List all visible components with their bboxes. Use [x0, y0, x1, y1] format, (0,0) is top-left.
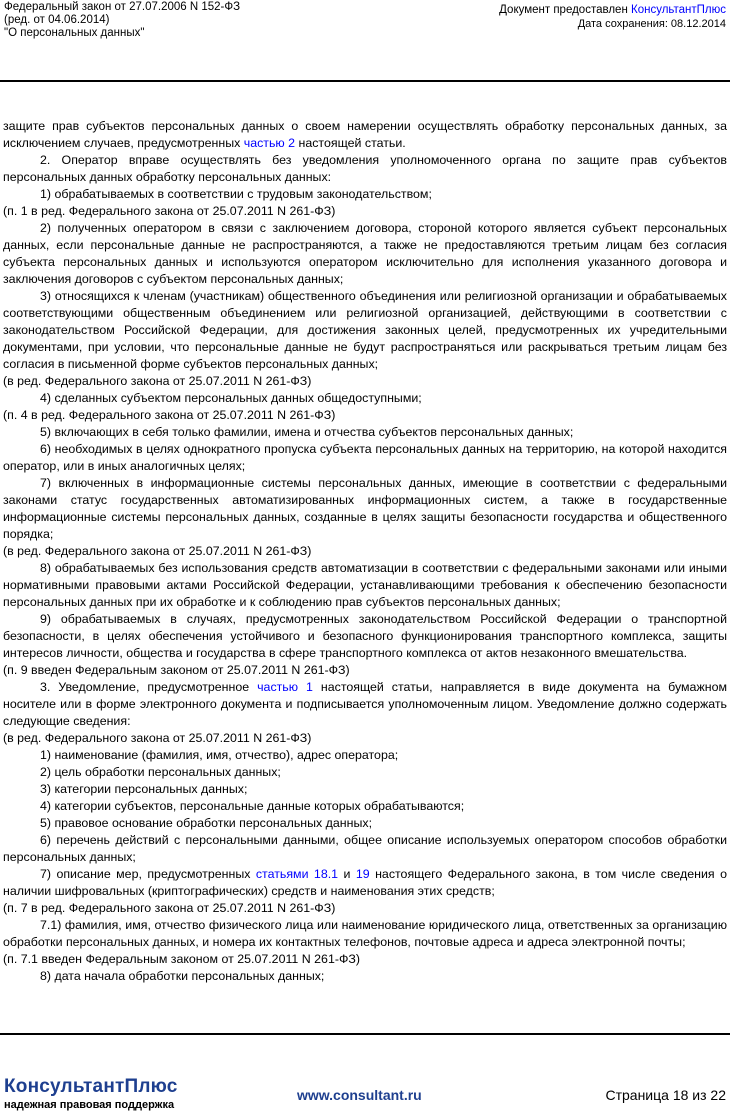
paragraph-text: (п. 1 в ред. Федерального закона от 25.07.2011 N 261-ФЗ) [3, 204, 336, 218]
paragraph-text: 8) дата начала обработки персональных данных; [40, 969, 325, 983]
paragraph-text: (п. 7.1 введен Федеральным законом от 25.07.2011 N 261-ФЗ) [3, 952, 360, 966]
paragraph-text: 2) полученных оператором в связи с заключением договора, стороной которого является субъект персональных данных, если персональные данные не распространяются, а также не предоставляются третьим лицам без согласия субъекта персональных данных и используются оператором исключительно для исполнения указанного договора и заключения договоров с субъектом персональных данных; [3, 221, 727, 286]
paragraph [3, 781, 727, 798]
reference-link[interactable]: частью 2 [243, 136, 296, 150]
law-title: Федеральный закон от 27.07.2006 N 152-ФЗ [4, 1, 241, 13]
paragraph-text: 1) наименование (фамилия, имя, отчество), адрес оператора; [40, 748, 399, 762]
amendment-note [3, 203, 727, 220]
paragraph-text: 7) включенных в информационные системы персональных данных, имеющие в соответствии с федеральными законами статус государственных автоматизированных информационных систем, а также в государственные информационные системы персональных данных, созданные в целях защиты безопасности государства и общественного порядка; [3, 476, 727, 541]
amendment-note [3, 407, 727, 424]
paragraph [3, 798, 727, 815]
paragraph [3, 611, 727, 662]
paragraph [3, 390, 727, 407]
paragraph-text: 3) относящихся к членам (участникам) общественного объединения или религиозной организации и обрабатываемых соответствующими общественным объединением или религиозной организацией, действующими в соответствии с законодательством Российской Федерации, для достижения законных целей, предусмотренных их учредительными документами, при условии, что персональные данные не будут распространяться или раскрываться третьим лицам без согласия в письменной форме субъектов персональных данных; [3, 289, 727, 371]
paragraph-text: 3) категории персональных данных; [40, 782, 248, 796]
provider-brand-link[interactable]: КонсультантПлюс [631, 4, 726, 16]
reference-link[interactable]: статьями 18.1 [255, 867, 339, 881]
paragraph [3, 968, 727, 985]
reference-link[interactable]: частью 1 [257, 680, 313, 694]
logo-tagline: надежная правовая поддержка [4, 1099, 175, 1111]
paragraph [3, 815, 727, 832]
amendment-note [3, 543, 727, 560]
paragraph-text: 4) категории субъектов, персональные данные которых обрабатываются; [40, 799, 465, 813]
paragraph [3, 424, 727, 441]
paragraph-text: (в ред. Федерального закона от 25.07.2011 N 261-ФЗ) [3, 544, 312, 558]
page-number: Страница 18 из 22 [605, 1087, 726, 1103]
paragraph-text: 2. Оператор вправе осуществлять без уведомления уполномоченного органа по защите прав субъектов персональных данных обработку персональных данных: [3, 153, 727, 184]
document-title-block [4, 1, 240, 40]
amendment-note [3, 900, 727, 917]
paragraph [3, 764, 727, 781]
paragraph-text: 9) обрабатываемых в случаях, предусмотренных законодательством Российской Федерации о транспортной безопасности, в целях обеспечения устойчивого и безопасного функционирования транспортного комплекса, защиты интересов личности, общества и государства в сфере транспортного комплекса от актов незаконного вмешательства. [3, 612, 727, 660]
paragraph-text: 7) описание мер, предусмотренных [40, 867, 256, 881]
paragraph-text: 5) включающих в себя только фамилии, имена и отчества субъектов персональных данных; [40, 425, 574, 439]
paragraph [3, 832, 727, 866]
paragraph [3, 152, 727, 186]
paragraph [3, 747, 727, 764]
paragraph [3, 917, 727, 951]
provider-block [499, 3, 726, 31]
paragraph-text: и [338, 867, 356, 881]
paragraph-text: 4) сделанных субъектом персональных данных общедоступными; [40, 391, 422, 405]
paragraph [3, 220, 727, 288]
consultant-logo [4, 1076, 178, 1112]
reference-link[interactable]: 19 [355, 867, 370, 881]
paragraph-text: (п. 7 в ред. Федерального закона от 25.07.2011 N 261-ФЗ) [3, 901, 336, 915]
paragraph-text: (в ред. Федерального закона от 25.07.2011 N 261-ФЗ) [3, 374, 312, 388]
paragraph [3, 679, 727, 730]
paragraph [3, 560, 727, 611]
paragraph-text: 5) правовое основание обработки персональных данных; [40, 816, 373, 830]
paragraph-text: 1) обрабатываемых в соответствии с трудовым законодательством; [40, 187, 432, 201]
paragraph-text: 6) необходимых в целях однократного пропуска субъекта персональных данных на территорию, на которой находится оператор, или в иных аналогичных целях; [3, 442, 727, 473]
paragraph [3, 441, 727, 475]
page-header [0, 0, 730, 80]
amendment-note [3, 662, 727, 679]
paragraph [3, 288, 727, 373]
paragraph [3, 186, 727, 203]
paragraph-text: настоящего Федерального закона, в том числе сведения о наличии шифровальных (криптографических) средств и наименования этих средств; [3, 867, 727, 898]
paragraph [3, 118, 727, 152]
paragraph-text: 3. Уведомление, предусмотренное [40, 680, 258, 694]
paragraph-text: (в ред. Федерального закона от 25.07.2011 N 261-ФЗ) [3, 731, 312, 745]
site-link[interactable]: www.consultant.ru [297, 1087, 422, 1103]
provided-by [499, 3, 726, 17]
paragraph-text: 8) обрабатываемых без использования средств автоматизации в соответствии с федеральными законами или иными нормативными правовыми актами Российской Федерации, устанавливающими требования к обеспечению безопасности персональных данных при их обработке и к соблюдению прав субъектов персональных данных; [3, 561, 727, 609]
paragraph-text: (п. 9 введен Федеральным законом от 25.07.2011 N 261-ФЗ) [3, 663, 350, 677]
paragraph-text: настоящей статьи. [295, 136, 406, 150]
paragraph-text: 2) цель обработки персональных данных; [40, 765, 281, 779]
law-edition: (ред. от 04.06.2014) [4, 14, 110, 26]
header-divider [0, 80, 730, 82]
saved-date: Дата сохранения: 08.12.2014 [577, 18, 726, 30]
paragraph-text: защите прав субъектов персональных данных о своем намерении осуществлять обработку персональных данных, за исключением случаев, предусмотренных [3, 119, 727, 150]
paragraph-text: 7.1) фамилия, имя, отчество физического лица или наименование юридического лица, ответственных за организацию обработки персональных данных, и номера их контактных телефонов, почтовые адреса и адреса электронной почты; [3, 918, 727, 949]
footer-divider [0, 1033, 730, 1035]
amendment-note [3, 951, 727, 968]
paragraph-text: 6) перечень действий с персональными данными, общее описание используемых оператором способов обработки персональных данных; [3, 833, 727, 864]
paragraph-text: настоящей статьи, направляется в виде документа на бумажном носителе или в форме электронного документа и подписывается уполномоченным лицом. Уведомление должно содержать следующие сведения: [3, 680, 727, 728]
logo-name: КонсультантПлюс [4, 1076, 178, 1097]
paragraph-text: (п. 4 в ред. Федерального закона от 25.07.2011 N 261-ФЗ) [3, 408, 336, 422]
provided-by-prefix: Документ предоставлен [499, 4, 631, 16]
law-name: "О персональных данных" [4, 27, 145, 39]
paragraph [3, 475, 727, 543]
amendment-note [3, 730, 727, 747]
paragraph [3, 866, 727, 900]
document-body [3, 118, 727, 985]
amendment-note [3, 373, 727, 390]
